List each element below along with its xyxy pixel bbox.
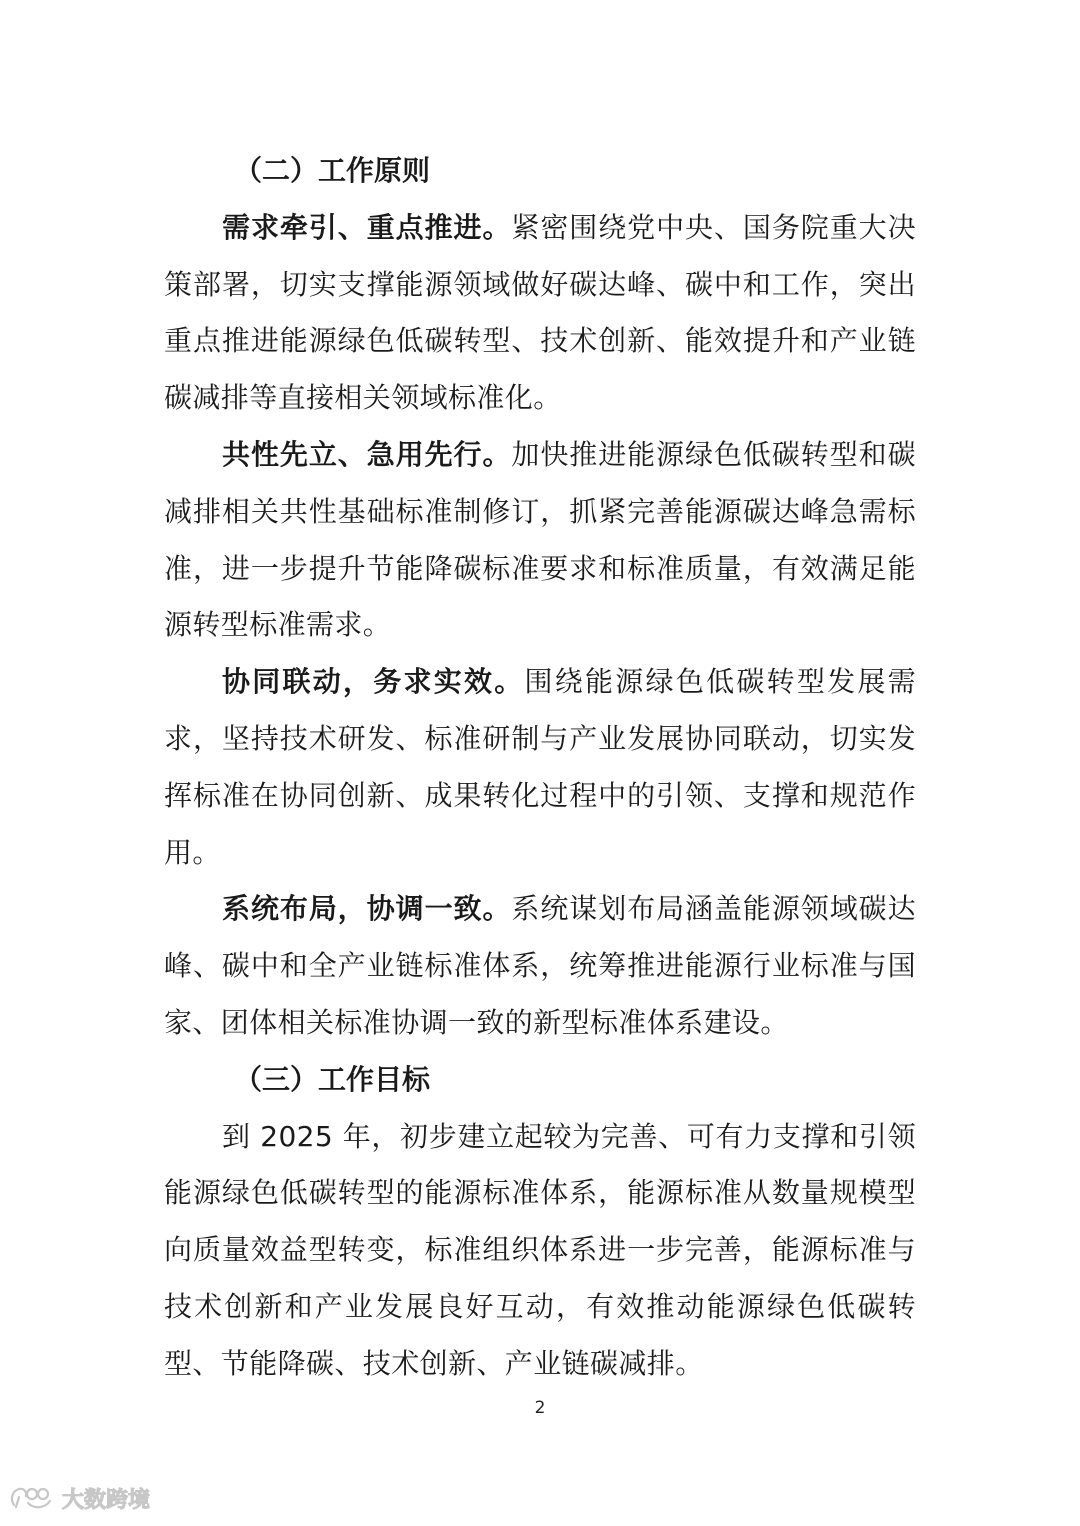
watermark — [8, 1480, 150, 1516]
paragraph — [164, 200, 916, 427]
paragraph-body: 加快推进能源绿色低碳转型和碳减排相关共性基础标准制修订，抓紧完善能源碳达峰急需标准，进一步提升节能降碳标准要求和标准质量，有效满足能源转型标准需求。 — [164, 437, 916, 642]
paragraph-body: 系统谋划布局涵盖能源领域碳达峰、碳中和全产业链标准体系，统筹推进能源行业标准与国家、团体相关标准协调一致的新型标准体系建设。 — [164, 892, 916, 1039]
paragraph-lead: 协同联动，务求实效。 — [222, 665, 525, 699]
section-work-principles — [164, 143, 916, 1052]
paragraph-lead: 需求牵引、重点推进。 — [222, 210, 512, 244]
paragraph-body: 到 2025 年，初步建立起较为完善、可有力支撑和引领能源绿色低碳转型的能源标准体系，能源标准从数量规模型向质量效益型转变，标准组织体系进一步完善，能源标准与技术创新和产业发展良好互动，有效推动能源绿色低碳转型、节能降碳、技术创新、产业链碳减排。 — [164, 1119, 916, 1380]
watermark-text: 大数跨境 — [62, 1487, 151, 1513]
section-work-goals — [164, 1052, 916, 1393]
section-heading: （二）工作原则 — [234, 154, 431, 187]
paragraph — [164, 1109, 916, 1393]
page-number: 2 — [534, 1398, 546, 1418]
paragraph-lead: 系统布局，协调一致。 — [222, 892, 512, 926]
paragraph — [164, 427, 916, 654]
dashuju-logo-icon — [8, 1483, 56, 1513]
paragraph-lead: 共性先立、急用先行。 — [222, 437, 512, 471]
paragraph — [164, 881, 916, 1051]
paragraph — [164, 654, 916, 881]
paragraph-body: 围绕能源绿色低碳转型发展需求，坚持技术研发、标准研制与产业发展协同联动，切实发挥标准在协同创新、成果转化过程中的引领、支撑和规范作用。 — [164, 665, 916, 869]
document-body — [164, 143, 916, 1393]
section-heading: （三）工作目标 — [234, 1062, 431, 1096]
paragraph-body: 紧密围绕党中央、国务院重大决策部署，切实支撑能源领域做好碳达峰、碳中和工作，突出重点推进能源绿色低碳转型、技术创新、能效提升和产业链碳减排等直接相关领域标准化。 — [164, 210, 916, 415]
